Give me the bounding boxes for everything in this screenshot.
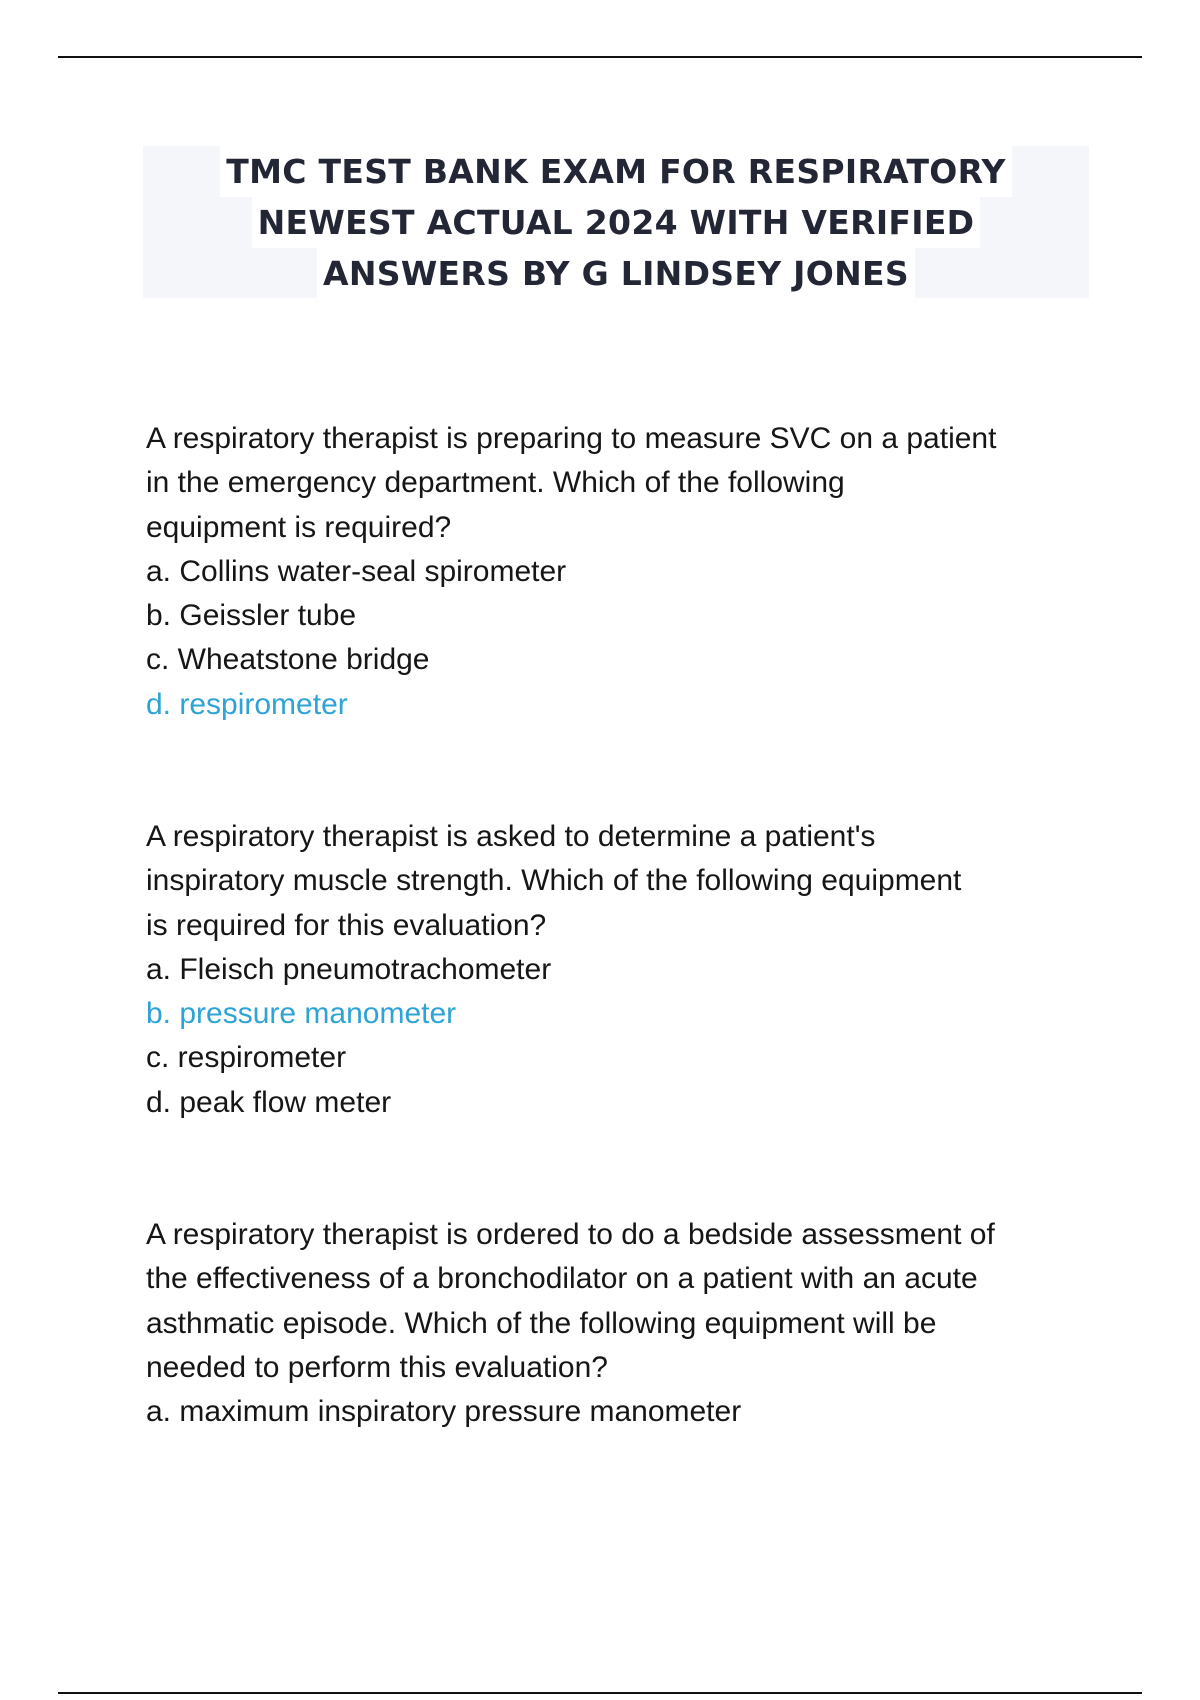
bottom-rule xyxy=(58,1692,1142,1694)
question-stem: inspiratory muscle strength. Which of the following equipment xyxy=(146,864,962,898)
title-line: ANSWERS BY G LINDSEY JONES xyxy=(317,248,915,299)
question-stem: the effectiveness of a bronchodilator on a patient with an acute xyxy=(146,1262,978,1296)
question-stem: needed to perform this evaluation? xyxy=(146,1350,608,1384)
question-stem: is required for this evaluation? xyxy=(146,908,547,942)
option-c: c. Wheatstone bridge xyxy=(146,643,430,677)
question-3 xyxy=(146,1213,1106,1434)
title-line: NEWEST ACTUAL 2024 WITH VERIFIED xyxy=(252,197,981,248)
option-d-correct-answer: d. respirometer xyxy=(146,687,348,721)
document-title xyxy=(143,146,1089,298)
option-b-correct-answer: b. pressure manometer xyxy=(146,997,457,1031)
option-a: a. Fleisch pneumotrachometer xyxy=(146,952,552,986)
option-a: a. Collins water-seal spirometer xyxy=(146,554,567,588)
option-c: c. respirometer xyxy=(146,1041,347,1075)
question-stem: in the emergency department. Which of the following xyxy=(146,466,845,500)
title-line: TMC TEST BANK EXAM FOR RESPIRATORY xyxy=(220,146,1011,197)
question-stem: equipment is required? xyxy=(146,510,452,544)
option-a: a. maximum inspiratory pressure manometer xyxy=(146,1395,742,1429)
option-d: d. peak flow meter xyxy=(146,1085,392,1119)
question-2 xyxy=(146,815,1106,1125)
top-rule xyxy=(58,56,1142,58)
question-1 xyxy=(146,417,1106,727)
question-stem: A respiratory therapist is ordered to do a bedside assessment of xyxy=(146,1218,995,1251)
question-stem: A respiratory therapist is preparing to measure SVC on a patient xyxy=(146,422,997,455)
question-stem: A respiratory therapist is asked to determine a patient's xyxy=(146,820,876,853)
question-stem: asthmatic episode. Which of the following equipment will be xyxy=(146,1306,937,1340)
option-b: b. Geissler tube xyxy=(146,599,357,633)
